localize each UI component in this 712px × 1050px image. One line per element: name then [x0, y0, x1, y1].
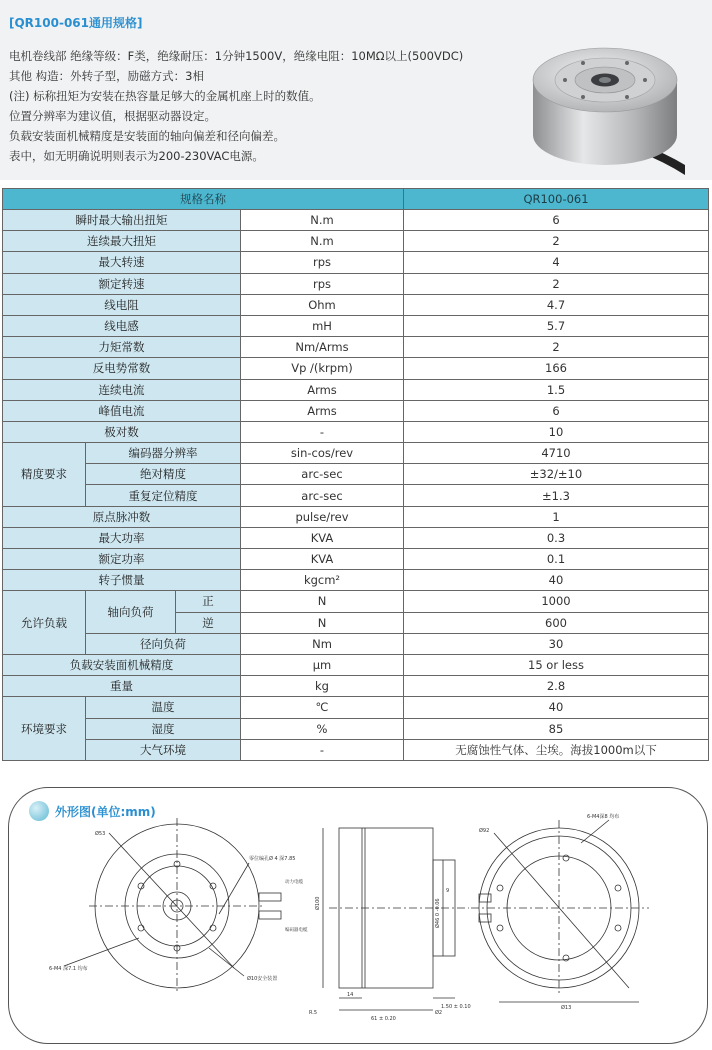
row-label: 反电势常数 — [3, 358, 241, 379]
row-unit: pulse/rev — [241, 506, 404, 527]
row-label: 逆 — [176, 612, 241, 633]
row-value: 4 — [404, 252, 709, 273]
label-cable1: 动力电缆 — [285, 880, 303, 885]
header-spec-name: 规格名称 — [3, 189, 404, 210]
row-value: 2 — [404, 273, 709, 294]
row-label: 大气环境 — [86, 739, 241, 760]
table-row — [3, 315, 709, 336]
label-side-9: 9 — [446, 888, 450, 894]
row-unit: - — [241, 421, 404, 442]
table-row — [3, 570, 709, 591]
row-value: 1 — [404, 506, 709, 527]
group-label: 环境要求 — [3, 697, 86, 761]
table-row — [3, 485, 709, 506]
group-label: 精度要求 — [3, 443, 86, 507]
group-label: 允许负载 — [3, 591, 86, 655]
row-label: 最大转速 — [3, 252, 241, 273]
row-unit: mH — [241, 315, 404, 336]
page-title: [QR100-061通用规格] — [9, 16, 143, 30]
row-value: ±1.3 — [404, 485, 709, 506]
row-unit: μm — [241, 654, 404, 675]
row-unit: KVA — [241, 549, 404, 570]
row-unit: Arms — [241, 400, 404, 421]
row-label: 额定功率 — [3, 549, 241, 570]
row-unit: sin-cos/rev — [241, 443, 404, 464]
row-label: 温度 — [86, 697, 241, 718]
row-label: 正 — [176, 591, 241, 612]
table-row — [3, 464, 709, 485]
table-row — [3, 210, 709, 231]
label-hole-note: 零位编孔Ø 4 深7.85 — [249, 856, 296, 862]
row-label: 最大功率 — [3, 527, 241, 548]
outline-drawing-panel — [8, 787, 708, 1044]
table-row — [3, 654, 709, 675]
row-unit: Ohm — [241, 294, 404, 315]
row-value: ±32/±10 — [404, 464, 709, 485]
row-value: 166 — [404, 358, 709, 379]
table-row — [3, 527, 709, 548]
row-label: 重量 — [3, 676, 241, 697]
table-row — [3, 400, 709, 421]
row-unit: arc-sec — [241, 485, 404, 506]
table-row — [3, 294, 709, 315]
table-row — [3, 718, 709, 739]
label-cable2: 编码器电缆 — [285, 928, 308, 933]
side-view — [323, 828, 469, 1010]
row-unit: N — [241, 612, 404, 633]
drawing-title-text: 外形图(单位:mm) — [55, 804, 156, 819]
header-model: QR100-061 — [404, 189, 709, 210]
label-side-d100: Ø100 — [315, 896, 321, 910]
table-row — [3, 676, 709, 697]
table-row — [3, 379, 709, 400]
table-row — [3, 421, 709, 442]
row-label: 负载安装面机械精度 — [3, 654, 241, 675]
row-unit: Arms — [241, 379, 404, 400]
row-value: 0.3 — [404, 527, 709, 548]
row-value: 600 — [404, 612, 709, 633]
row-label: 湿度 — [86, 718, 241, 739]
table-row — [3, 506, 709, 527]
note-line: 位置分辨率为建议值，根据驱动器设定。 — [9, 109, 216, 123]
row-unit: KVA — [241, 527, 404, 548]
row-label: 连续电流 — [3, 379, 241, 400]
row-value: 2 — [404, 337, 709, 358]
table-row — [3, 591, 709, 612]
row-label: 线电阻 — [3, 294, 241, 315]
row-value: 10 — [404, 421, 709, 442]
table-row — [3, 443, 709, 464]
table-row — [3, 252, 709, 273]
label-d53: Ø53 — [95, 831, 106, 837]
table-row — [3, 358, 709, 379]
row-value: 4.7 — [404, 294, 709, 315]
table-row — [3, 337, 709, 358]
table-header-row — [3, 189, 709, 210]
note-line: 负载安装面机械精度是安装面的轴向偏差和径向偏差。 — [9, 129, 285, 143]
header-panel — [0, 0, 712, 180]
row-unit: rps — [241, 252, 404, 273]
table-row — [3, 273, 709, 294]
row-unit: N.m — [241, 210, 404, 231]
row-value: 6 — [404, 210, 709, 231]
row-value: 2 — [404, 231, 709, 252]
note-line: 电机卷线部 绝缘等级：F类，绝缘耐压：1分钟1500V，绝缘电阻：10MΩ以上(500VDC) — [9, 49, 464, 63]
row-value: 无腐蚀性气体、尘埃。海拔1000m以下 — [404, 739, 709, 760]
table-row — [3, 549, 709, 570]
row-unit: Vp /(krpm) — [241, 358, 404, 379]
rear-view — [471, 820, 649, 1002]
row-value: 30 — [404, 633, 709, 654]
label-side-c: Ø2 — [435, 1010, 443, 1016]
row-label: 线电感 — [3, 315, 241, 336]
row-label: 绝对精度 — [86, 464, 241, 485]
label-side-61: 61 ± 0.20 — [371, 1016, 396, 1022]
table-row — [3, 739, 709, 760]
row-label: 瞬时最大输出扭矩 — [3, 210, 241, 231]
label-d92: Ø92 — [479, 828, 490, 834]
outline-drawing — [9, 788, 707, 1043]
row-label: 径向负荷 — [86, 633, 241, 654]
sub-group-label: 轴向负荷 — [86, 591, 176, 633]
label-side-150: 1.50 ± 0.10 — [441, 1004, 471, 1010]
row-value: 4710 — [404, 443, 709, 464]
table-row — [3, 697, 709, 718]
row-label: 额定转速 — [3, 273, 241, 294]
table-row — [3, 633, 709, 654]
row-unit: - — [241, 739, 404, 760]
front-view — [64, 818, 281, 994]
spec-notes — [9, 46, 463, 166]
row-label: 峰值电流 — [3, 400, 241, 421]
row-value: 5.7 — [404, 315, 709, 336]
table-row — [3, 231, 709, 252]
row-unit: % — [241, 718, 404, 739]
row-value: 2.8 — [404, 676, 709, 697]
row-unit: N — [241, 591, 404, 612]
label-m4-left: 6-M4 深7.1 均布 — [49, 966, 88, 972]
motor-photo — [525, 25, 685, 175]
row-unit: Nm/Arms — [241, 337, 404, 358]
row-label: 连续最大扭矩 — [3, 231, 241, 252]
row-unit: N.m — [241, 231, 404, 252]
row-value: 1000 — [404, 591, 709, 612]
row-value: 1.5 — [404, 379, 709, 400]
note-line: (注) 标称扭矩为安装在热容量足够大的金属机座上时的数值。 — [9, 89, 321, 103]
row-unit: kgcm² — [241, 570, 404, 591]
row-unit: arc-sec — [241, 464, 404, 485]
label-d13: Ø13 — [561, 1005, 572, 1011]
label-d10: Ø10安全装置 — [247, 976, 278, 982]
row-unit: Nm — [241, 633, 404, 654]
row-value: 40 — [404, 570, 709, 591]
label-side-14: 14 — [347, 992, 354, 998]
row-label: 编码器分辨率 — [86, 443, 241, 464]
label-m4-right: 6-M4深8 均布 — [587, 814, 620, 820]
spec-table — [2, 188, 709, 761]
row-unit: ℃ — [241, 697, 404, 718]
row-unit: kg — [241, 676, 404, 697]
row-label: 转子惯量 — [3, 570, 241, 591]
label-side-d46: Ø46 0 -0.06 — [435, 898, 441, 928]
row-label: 极对数 — [3, 421, 241, 442]
row-value: 6 — [404, 400, 709, 421]
row-label: 重复定位精度 — [86, 485, 241, 506]
row-label: 力矩常数 — [3, 337, 241, 358]
row-value: 85 — [404, 718, 709, 739]
note-line: 其他 构造：外转子型，励磁方式：3相 — [9, 69, 204, 83]
row-unit: rps — [241, 273, 404, 294]
row-label: 原点脉冲数 — [3, 506, 241, 527]
row-value: 40 — [404, 697, 709, 718]
note-line: 表中，如无明确说明则表示为200-230VAC电源。 — [9, 149, 264, 163]
row-value: 0.1 — [404, 549, 709, 570]
row-value: 15 or less — [404, 654, 709, 675]
label-side-r: R.5 — [309, 1010, 318, 1016]
